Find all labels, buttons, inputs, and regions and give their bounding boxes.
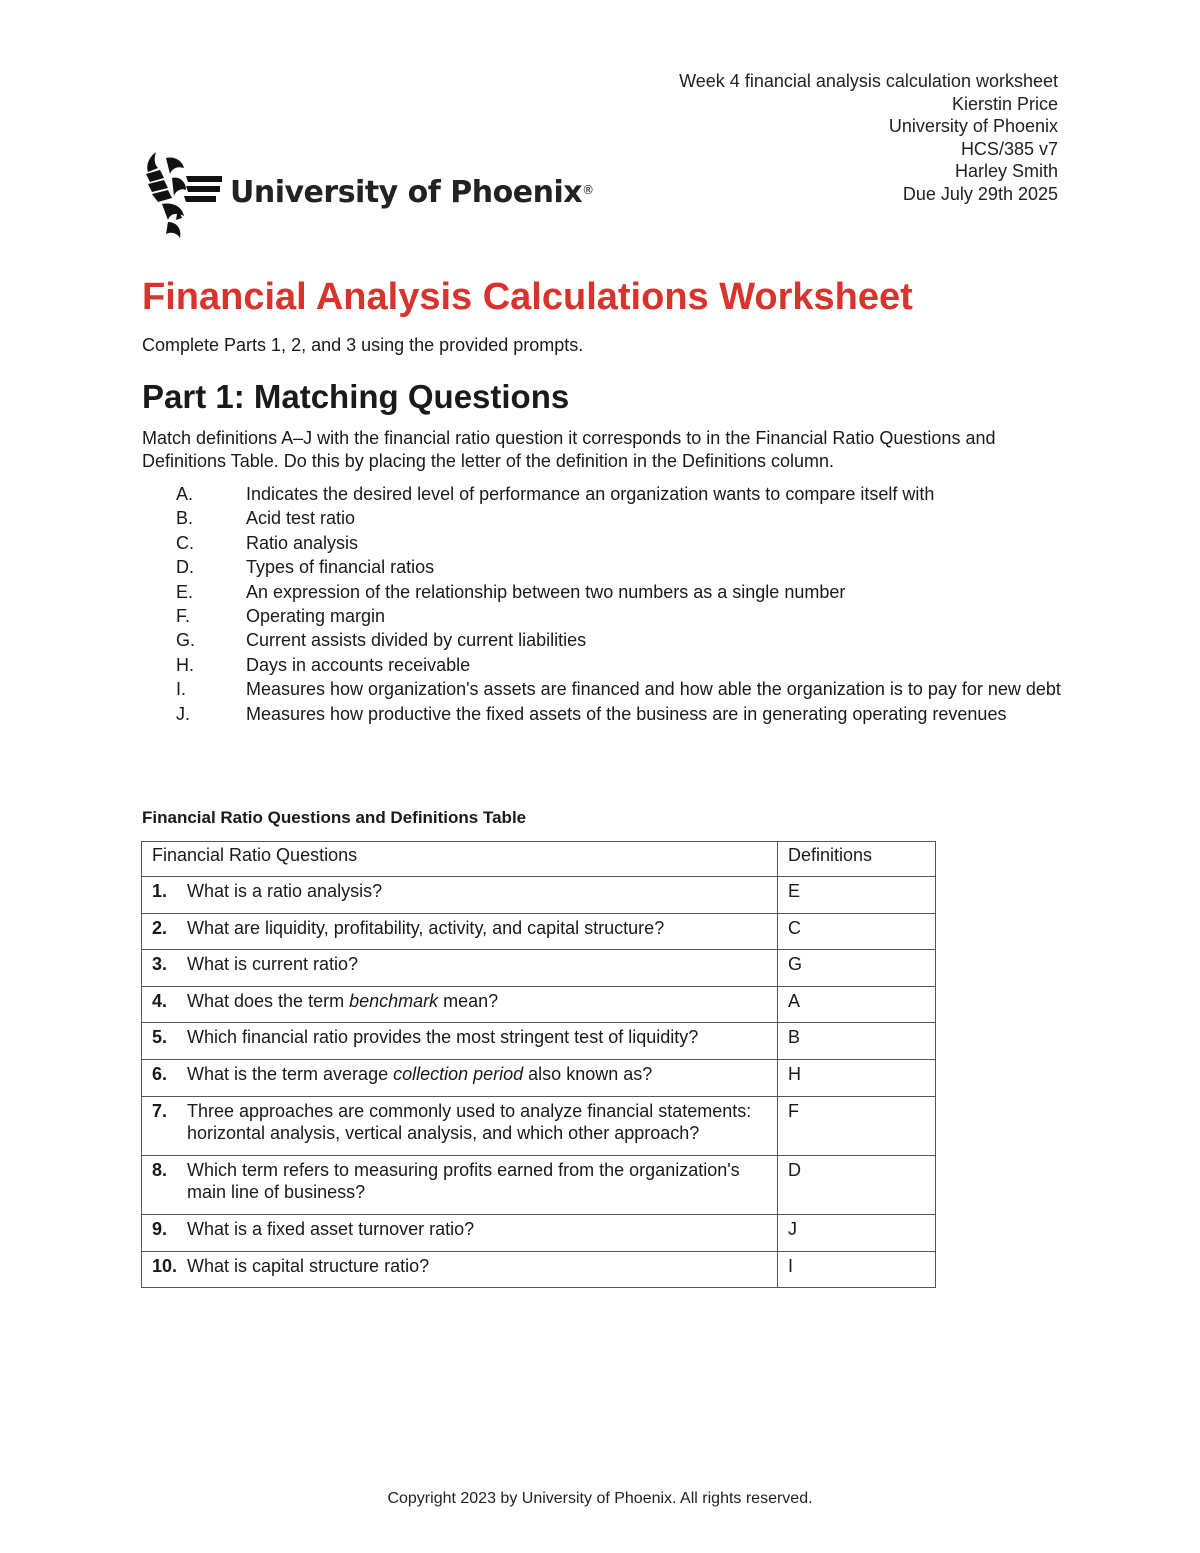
table-row	[142, 986, 936, 1023]
question-cell	[142, 913, 778, 950]
question-text: What is current ratio?	[187, 954, 359, 975]
question-cell	[142, 1096, 778, 1155]
list-item	[142, 483, 1062, 506]
definition-letter: F.	[176, 605, 191, 626]
list-item	[142, 581, 1062, 604]
question-number: 6.	[152, 1063, 168, 1084]
table-row	[142, 1059, 936, 1096]
definition-letter: B.	[176, 508, 194, 529]
question-cell	[142, 1023, 778, 1060]
definition-text: Indicates the desired level of performance an organization wants to compare itself with	[246, 484, 935, 504]
table-row	[142, 1096, 936, 1155]
registered-mark: ®	[582, 182, 594, 197]
header-line-due-date: Due July 29th 2025	[902, 183, 1058, 204]
answer-cell[interactable]: J	[778, 1214, 936, 1251]
ratio-questions-table	[141, 841, 936, 1288]
definition-text: Ratio analysis	[246, 532, 359, 553]
question-cell	[142, 1214, 778, 1251]
header-line-student: Kierstin Price	[951, 93, 1058, 114]
part-1-instructions: Match definitions A–J with the financial ratio question it corresponds to in the Financial Ratio Questions and Definitions Table. Do this by placing the letter of the definition in the Definitions column.	[142, 428, 996, 471]
part-1-heading: Part 1: Matching Questions	[142, 378, 570, 415]
answer-cell[interactable]: H	[778, 1059, 936, 1096]
list-item	[142, 605, 1062, 628]
table-row	[142, 913, 936, 950]
question-text: What is a fixed asset turnover ratio?	[187, 1218, 475, 1239]
answer-cell[interactable]: I	[778, 1251, 936, 1288]
definition-text: Types of financial ratios	[246, 557, 435, 578]
question-number: 10.	[152, 1255, 178, 1276]
table-row	[142, 1214, 936, 1251]
definition-text: Measures how organization's assets are financed and how able the organization is to pay for new debt	[246, 679, 1061, 700]
list-item	[142, 507, 1062, 530]
definition-letter: G.	[176, 630, 196, 651]
question-text: What is a ratio analysis?	[187, 881, 383, 901]
question-text: Which financial ratio provides the most stringent test of liquidity?	[187, 1027, 699, 1048]
question-text: Which term refers to measuring profits earned from the organization's main line of business?	[187, 1159, 740, 1203]
page-title: Financial Analysis Calculations Worksheet	[142, 276, 913, 318]
question-text: What does the term benchmark mean?	[187, 990, 499, 1011]
table-row	[142, 877, 936, 914]
answer-cell[interactable]: F	[778, 1096, 936, 1155]
logo-wordmark: University of Phoenix®	[230, 174, 594, 210]
question-cell	[142, 950, 778, 987]
definition-letter: A.	[176, 484, 194, 504]
list-item	[142, 678, 1062, 701]
question-cell	[142, 1155, 778, 1214]
list-item	[142, 629, 1062, 652]
question-cell	[142, 877, 778, 914]
definition-letter: J.	[176, 703, 191, 724]
table-row	[142, 1023, 936, 1060]
university-logo	[142, 148, 594, 240]
answer-cell[interactable]: B	[778, 1023, 936, 1060]
list-item	[142, 556, 1062, 579]
question-number: 8.	[152, 1159, 168, 1180]
table-row	[142, 950, 936, 987]
definition-letter: C.	[176, 532, 194, 553]
header-line-course: HCS/385 v7	[960, 138, 1058, 159]
question-number: 3.	[152, 954, 168, 975]
definition-text: Current assists divided by current liabilities	[246, 630, 587, 651]
question-number: 9.	[152, 1218, 168, 1239]
answer-cell[interactable]: C	[778, 913, 936, 950]
list-item	[142, 654, 1062, 677]
header-line-school: University of Phoenix	[888, 116, 1058, 137]
answer-cell[interactable]: E	[778, 877, 936, 914]
question-cell	[142, 1251, 778, 1288]
definition-text: An expression of the relationship between two numbers as a single number	[246, 581, 846, 602]
answer-cell[interactable]: G	[778, 950, 936, 987]
question-cell	[142, 986, 778, 1023]
definition-text: Days in accounts receivable	[246, 654, 471, 675]
question-number: 2.	[152, 917, 168, 938]
phoenix-bird-icon	[142, 148, 224, 240]
question-number: 7.	[152, 1100, 168, 1121]
answer-cell[interactable]: A	[778, 986, 936, 1023]
question-cell	[142, 1059, 778, 1096]
definition-letter: H.	[176, 654, 194, 675]
column-header-definitions: Definitions	[778, 842, 936, 877]
definition-text: Measures how productive the fixed assets of the business are in generating operating revenues	[246, 703, 1007, 724]
definition-letter: D.	[176, 557, 194, 578]
table-row	[142, 1155, 936, 1214]
question-number: 1.	[152, 881, 168, 901]
definition-text: Operating margin	[246, 605, 386, 626]
question-text: What is the term average collection period also known as?	[187, 1063, 653, 1084]
list-item	[142, 532, 1062, 555]
question-number: 4.	[152, 990, 168, 1011]
header-line-assignment: Week 4 financial analysis calculation worksheet	[679, 71, 1058, 91]
intro-text: Complete Parts 1, 2, and 3 using the provided prompts.	[142, 335, 584, 355]
question-text: What are liquidity, profitability, activity, and capital structure?	[187, 917, 665, 938]
answer-cell[interactable]: D	[778, 1155, 936, 1214]
table-row	[142, 1251, 936, 1288]
definitions-list	[142, 483, 1062, 727]
header-block	[679, 70, 1058, 206]
question-text: Three approaches are commonly used to analyze financial statements: horizontal analysis, vertical analysis, and which other approach?	[187, 1100, 752, 1144]
definition-text: Acid test ratio	[246, 508, 356, 529]
copyright-footer: Copyright 2023 by University of Phoenix. All rights reserved.	[387, 1490, 813, 1507]
table-caption: Financial Ratio Questions and Definitions Table	[142, 808, 527, 827]
column-header-questions: Financial Ratio Questions	[142, 842, 778, 877]
definition-letter: I.	[176, 679, 187, 700]
list-item	[142, 703, 1062, 726]
question-number: 5.	[152, 1027, 168, 1048]
header-line-instructor: Harley Smith	[954, 161, 1058, 182]
definition-letter: E.	[176, 581, 194, 602]
question-text: What is capital structure ratio?	[187, 1255, 430, 1276]
table-header-row	[142, 842, 936, 877]
